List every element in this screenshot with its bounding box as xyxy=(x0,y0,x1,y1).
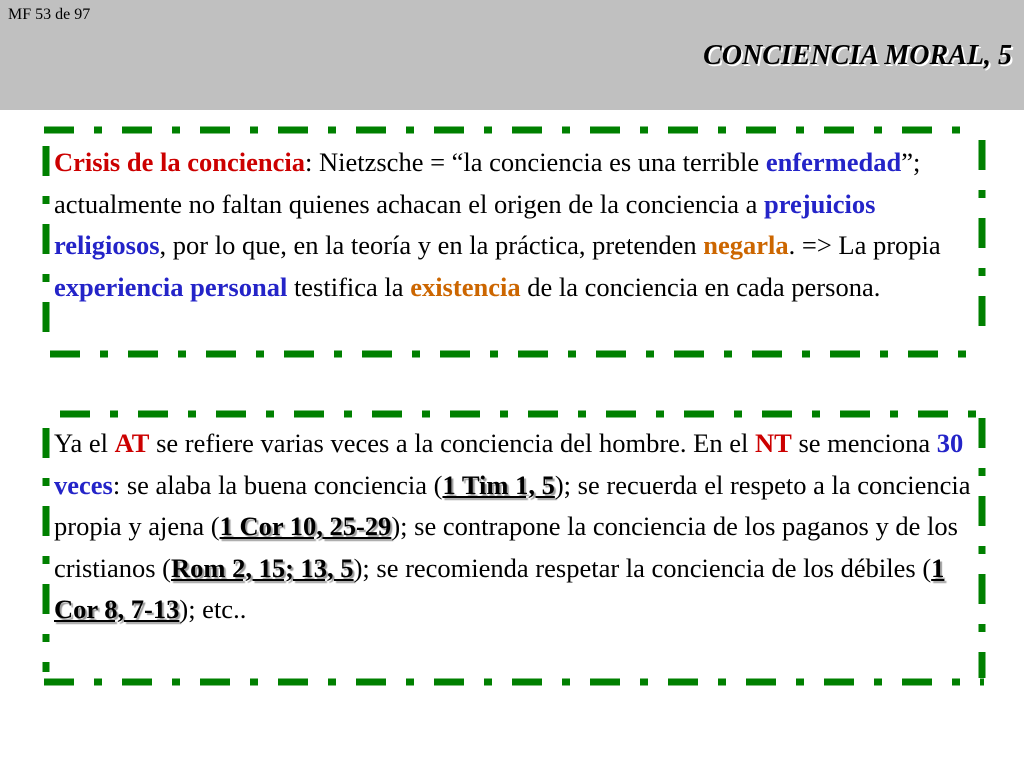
term-enfermedad: enfermedad xyxy=(765,147,902,177)
term-existencia: existencia xyxy=(410,271,521,302)
ref-rom: Rom 2, 15; 13, 5 xyxy=(171,552,354,583)
slide-title: CONCIENCIA MORAL, 5 xyxy=(703,40,1012,71)
term-prejuicios: prejuicios religiosos xyxy=(54,188,876,260)
crisis-text: Crisis de la conciencia: Nietzsche = “la conciencia es una terrible enfermedad”; actualmente no faltan quienes achacan el origen de la conciencia a prejuicios religiosos, por lo que, en la teoría y en la práctica, pretenden negarla. => La propia experiencia personal testifica la existencia de la conciencia en cada persona. xyxy=(54,147,941,302)
ref-1cor-10: 1 Cor 10, 25-29 xyxy=(219,511,392,541)
term-experiencia: experiencia personal xyxy=(54,271,288,302)
term-30-veces: 30 veces xyxy=(54,428,964,500)
crisis-frame xyxy=(40,124,988,360)
slide-number: MF 53 de 97 xyxy=(8,6,91,23)
term-at: AT xyxy=(114,428,150,458)
term-negarla: negarla xyxy=(703,230,789,260)
crisis-heading: Crisis de la conciencia xyxy=(54,147,305,177)
ref-1cor-8: 1 Cor 8, 7-13 xyxy=(54,552,945,624)
biblia-frame xyxy=(40,408,988,688)
ref-1tim: 1 Tim 1, 5 xyxy=(442,469,555,500)
term-nt: NT xyxy=(755,428,792,458)
header-bar xyxy=(0,0,1024,110)
biblia-text: Ya el AT se refiere varias veces a la conciencia del hombre. En el NT se menciona 30 veces: se alaba la buena conciencia (1 Tim 1, 5); se recuerda el respeto a la conciencia propia y ajena (1 Cor 10, 25-29); se contrapone la conciencia de los paganos y de los cristianos (Rom 2, 15; 13, 5); se recomienda respetar la conciencia de los débiles (1 Cor 8, 7-13); etc.. xyxy=(54,428,971,624)
